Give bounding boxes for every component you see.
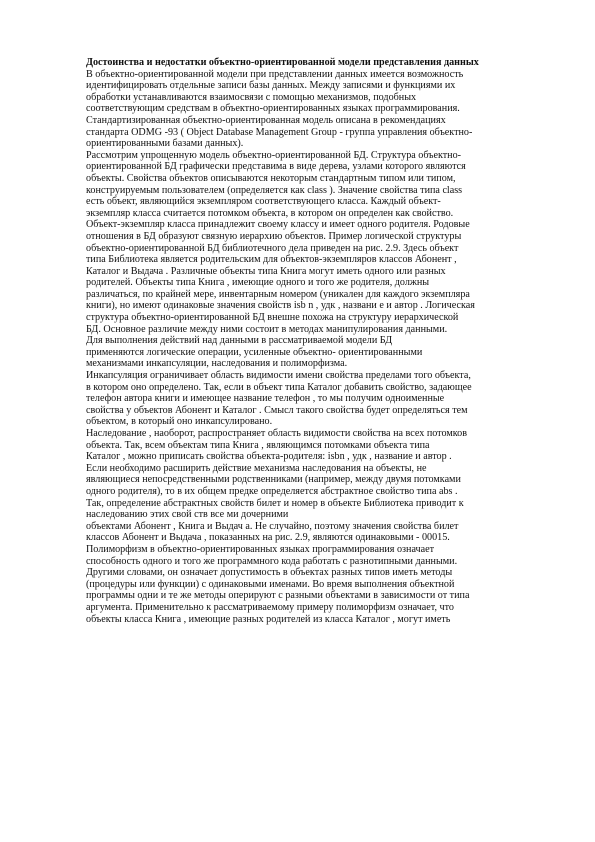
text-line: применяются логические операции, усиленные объектно- ориентированными [86,346,423,358]
text-line: Наследование , наоборот, распространяет область видимости свойства на всех потомков [86,428,467,439]
text-line: экземпляр класса считается потомком объекта, в котором он определен как свойство. [86,207,454,219]
text-line: ориентированной БД графически представима в виде дерева, узлами которого являются [86,161,466,173]
text-line: отношения в БД образуют связную иерархию объектов. Пример логической структуры [86,230,462,242]
text-line: типа Библиотека является родительским для объектов-экземпляров классов Абонент , [86,254,457,266]
text-line: объекты. Свойства объектов описываются некоторым стандартным типом или типом, [86,172,456,184]
text-line: Каталог , можно приписать свойства объекта-родителя: isbn , удк , название и автор . [86,451,452,463]
text-line: механизмами инкапсуляции, наследования и полиморфизма. [86,358,348,370]
text-line: телефон автора книги и имеющее название телефон , то мы получим одноименные [86,393,445,405]
text-line: идентифицировать отдельные записи базы данных. Между записями и функциями их [86,80,456,92]
text-line: Каталог и Выдача . Различные объекты типа Книга могут иметь одного или разных [86,265,446,277]
text-line: в котором оно определено. Так, если в объект типа Каталог добавить свойство, задающее [86,381,472,393]
text-line: Полиморфизм в объектно-ориентированных языках программирования означает [86,543,435,555]
text-line: наследованию этих свой ств все ми дочерними [86,509,289,521]
text-line: Объект-экземпляр класса принадлежит своему классу и имеет одного родителя. Родовые [86,219,470,231]
text-line: родителей. Объекты типа Книга , имеющие одного и того же родителя, должны [86,277,430,289]
text-line: В объектно-ориентированной модели при представлении данных имеется возможность [86,68,464,80]
text-line: Если необходимо расширить действие механизма наследования на объекты, не [86,462,427,474]
text-line: Для выполнения действий над данными в рассматриваемой модели БД [86,335,393,347]
text-line: Инкапсуляция ограничивает область видимости имени свойства пределами того объекта, [86,370,471,382]
text-line: (процедуры или функции) с одинаковыми именами. Во время выполнения объектной [86,578,455,590]
text-line: различаться, по крайней мере, инвентарным номером (уникален для каждого экземпляра [86,288,470,300]
text-line: структура объектно-ориентированной БД внешне похожа на структуру иерархической [86,312,459,324]
text-line: Стандартизированная объектно-ориентированная модель описана в рекомендациях [86,114,446,126]
text-line: способность одного и того же программного кода работать с разнотипными данными. [86,555,458,567]
text-line: БД. Основное различие между ними состоит в методах манипулирования данными. [86,323,448,335]
text-line: обработки устанавливаются взаимосвязи с помощью механизмов, подобных [86,91,417,103]
text-line: объекта. Так, всем объектам типа Книга , являющимся потомками объекта типа [86,439,430,451]
text-line: ориентированными базами данных). [86,138,244,150]
text-line: конструируемым пользователем (определяется как class ). Значение свойства типа class [86,184,463,196]
text-line: Так, определение абстрактных свойств билет и номер в объекте Библиотека приводит к [86,497,464,509]
text-line: классов Абонент и Выдача , показанных на рис. 2.9, являются одинаковыми - 00015. [86,532,450,544]
text-line: объектом, в который оно инкапсулировано. [86,416,273,428]
text-line: объекты класса Книга , имеющие разных родителей из класса Каталог , могут иметь [86,613,451,625]
text-line: стандарта ODMG -93 ( Object Database Management Group - группа управления объектно- [86,126,473,138]
text-line: аргумента. Применительно к рассматриваемому примеру полиморфизм означает, что [86,601,454,613]
text-line: объектами Абонент , Книга и Выдач а. Не случайно, поэтому значения свойства билет [86,520,459,532]
text-line: книги), но имеют одинаковые значения свойств isb n , удк , названи е и автор . Логическая [86,300,475,312]
text-line: объектно-ориентированной БД библиотечного дела приведен на рис. 2.9. Здесь объект [86,242,459,254]
text-line: являющиеся непосредственными родственниками (например, между двумя потомками [86,474,461,486]
text-line: одного родителя), то в их общем предке определяется абстрактное свойство типа abs . [86,485,458,497]
document-title: Достоинства и недостатки объектно-ориентированной модели представления данных [86,57,479,68]
document-body [86,57,548,625]
text-line: соответствующим средствам в объектно-ориентированных языках программирования. [86,103,460,115]
text-line: Другими словами, он означает допустимость в объектах разных типов иметь методы [86,567,453,579]
text-line: Рассмотрим упрощенную модель объектно-ориентированной БД. Структура объектно- [86,149,462,161]
text-line: программы одни и те же методы оперируют с разными объектами в зависимости от типа [86,590,470,602]
text-line: свойства у объектов Абонент и Каталог . Смысл такого свойства будет определяться тем [86,404,468,416]
text-line: есть объект, являющийся экземпляром соответствующего класса. Каждый объект- [86,196,441,208]
